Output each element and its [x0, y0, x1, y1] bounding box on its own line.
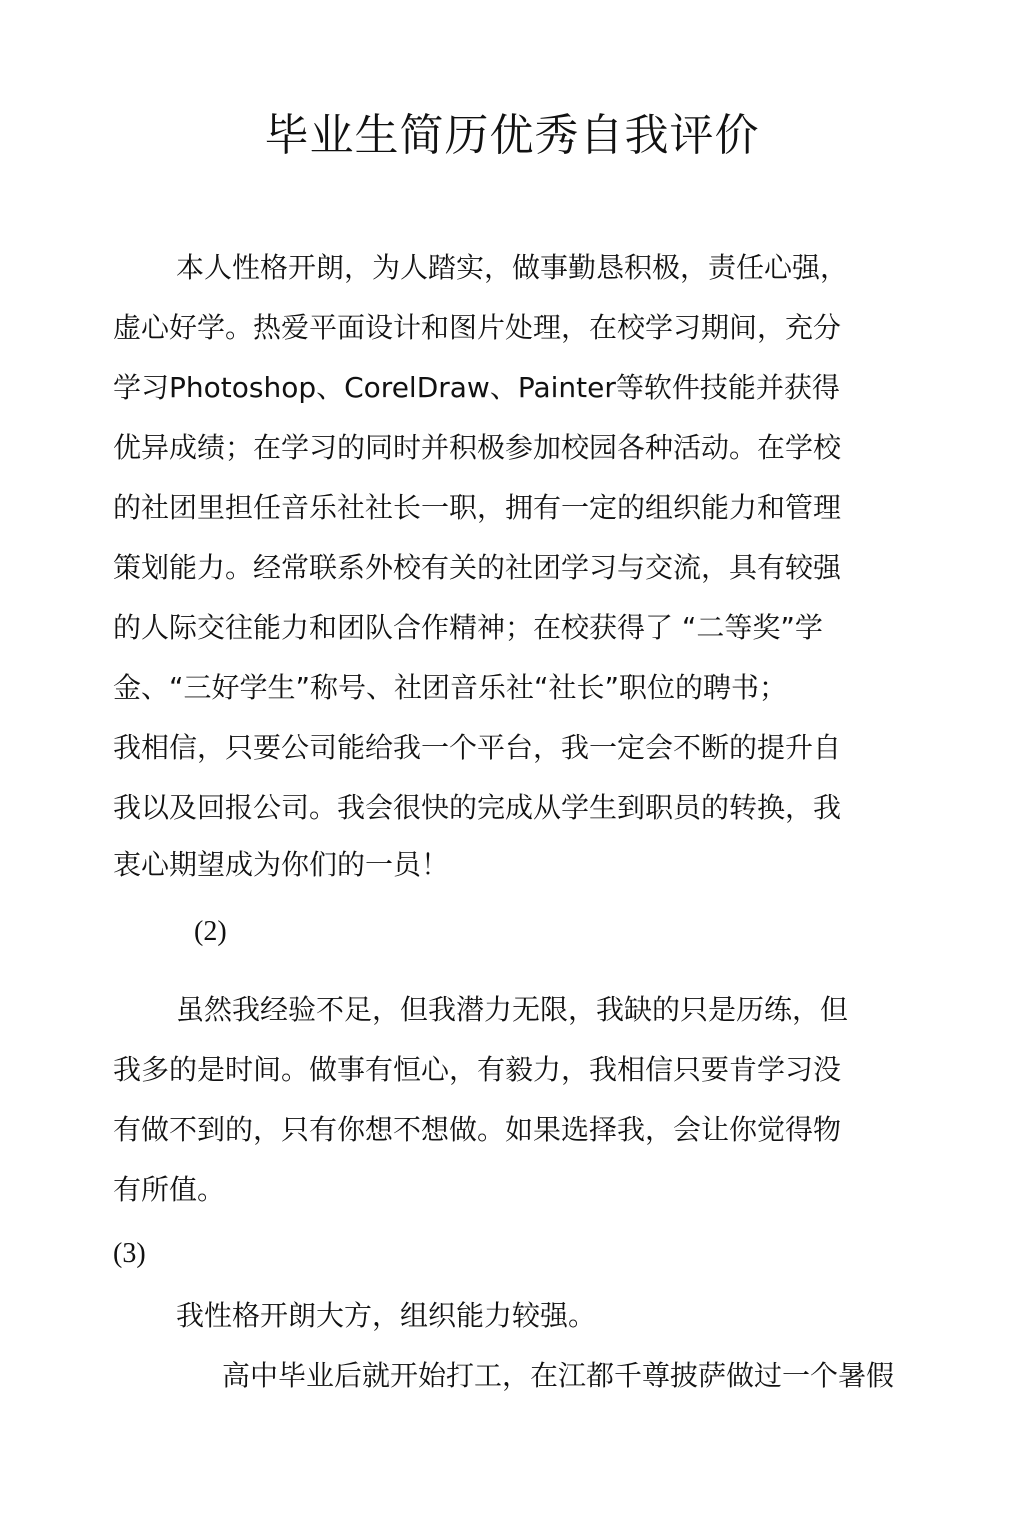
paragraph-line: 的社团里担任音乐社社长一职，拥有一定的组织能力和管理: [113, 491, 842, 524]
paragraph-line: 我性格开朗大方，组织能力较强。: [176, 1299, 597, 1332]
paragraph-line: 学习Photoshop、CorelDraw、Painter等软件技能并获得: [113, 371, 840, 404]
paragraph-line: 金、“三好学生”称号、社团音乐社“社长”职位的聘书；: [113, 671, 788, 704]
paragraph-line: 我以及回报公司。我会很快的完成从学生到职员的转换，我: [113, 791, 842, 824]
section-number: (3): [113, 1238, 146, 1269]
paragraph-line: 优异成绩；在学习的同时并积极参加校园各种活动。在学校: [113, 431, 842, 464]
paragraph-line: 有所值。: [113, 1173, 226, 1206]
paragraph-line: 我相信，只要公司能给我一个平台，我一定会不断的提升自: [113, 731, 842, 764]
paragraph-line: 衷心期望成为你们的一员！: [113, 848, 450, 881]
paragraph-line: 策划能力。经常联系外校有关的社团学习与交流，具有较强: [113, 551, 842, 584]
document-title: 毕业生简历优秀自我评价: [264, 110, 760, 161]
paragraph-line: 本人性格开朗，为人踏实，做事勤恳积极，责任心强，: [176, 251, 849, 284]
paragraph-line: 我多的是时间。做事有恒心，有毅力，我相信只要肯学习没: [113, 1053, 842, 1086]
paragraph-line: 虽然我经验不足，但我潜力无限，我缺的只是历练，但: [176, 993, 849, 1026]
paragraph-line: 有做不到的，只有你想不想做。如果选择我，会让你觉得物: [113, 1113, 842, 1146]
paragraph-line: 高中毕业后就开始打工，在江都千尊披萨做过一个暑假: [222, 1359, 895, 1392]
paragraph-line: 虚心好学。热爱平面设计和图片处理，在校学习期间，充分: [113, 311, 842, 344]
section-number: (2): [194, 916, 227, 947]
paragraph-line: 的人际交往能力和团队合作精神；在校获得了 “二等奖”学: [113, 611, 823, 644]
